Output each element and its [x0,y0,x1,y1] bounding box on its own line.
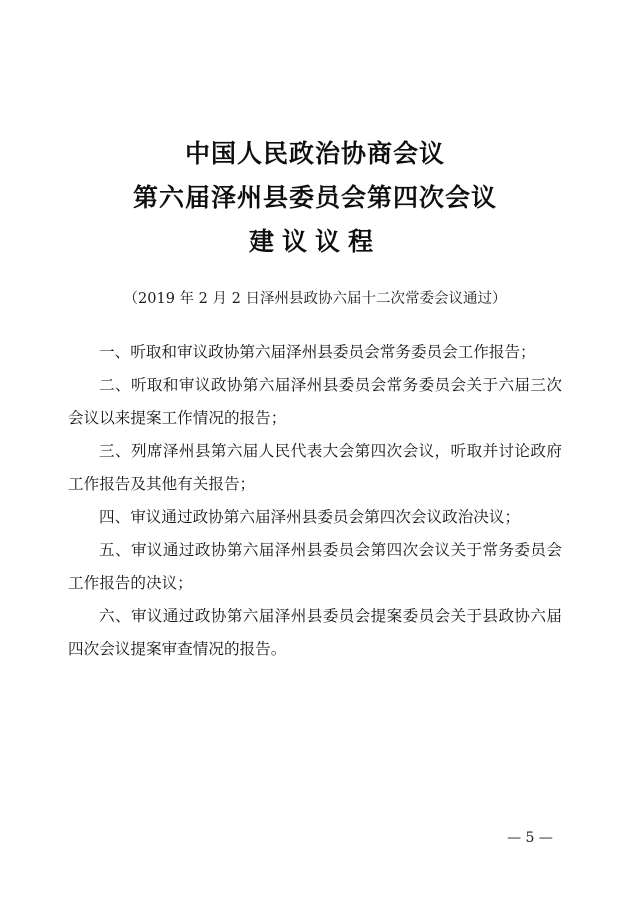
agenda-list [68,336,562,666]
document-title [0,132,630,264]
agenda-item-3: 三、列席泽州县第六届人民代表大会第四次会议，听取并讨论政府工作报告及其他有关报告； [68,442,562,493]
adoption-note: （2019 年 2 月 2 日泽州县政协六届十二次常委会议通过） [123,291,507,307]
page-number: — 5 — [507,830,553,846]
agenda-item-6: 六、审议通过政协第六届泽州县委员会提案委员会关于县政协六届四次会议提案审查情况的报告。 [68,607,562,658]
agenda-item-5: 五、审议通过政协第六届泽州县委员会第四次会议关于常务委员会工作报告的决议； [68,541,562,592]
title-line-3: 建议议程 [248,227,381,256]
title-line-2: 第六届泽州县委员会第四次会议 [132,183,497,212]
agenda-item-4: 四、审议通过政协第六届泽州县委员会第四次会议政治决议； [99,508,521,526]
title-line-1: 中国人民政治协商会议 [184,139,445,168]
agenda-item-1: 一、听取和审议政协第六届泽州县委员会常务委员会工作报告； [99,343,536,361]
agenda-item-2: 二、听取和审议政协第六届泽州县委员会常务委员会关于六届三次会议以来提案工作情况的报告； [68,376,562,427]
